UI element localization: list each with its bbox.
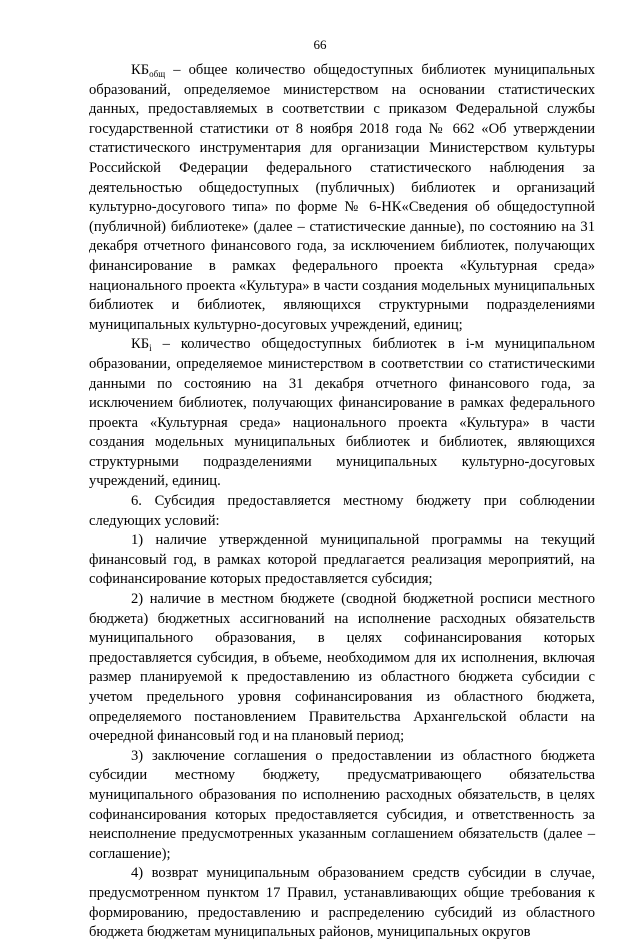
paragraph-condition-3: 3) заключение соглашения о предоставлении из областного бюджета субсидии местному бюджету, предусматривающего обязательства муниципального образования по исполнению расходных обязательств, в целях софинансирования которых предоставляется субсидия, и ответственность за неисполнение предусмотренных указанным соглашением обязательств (далее – соглашение);	[89, 747, 595, 862]
paragraph-condition-2: 2) наличие в местном бюджете (сводной бюджетной росписи местного бюджета) бюджетных ассигнований на исполнение расходных обязательств муниципального образования, в целях софинансирования которых предоставляется субсидия, в объеме, необходимом для их исполнения, включая размер планируемой к предоставлению из областного бюджета субсидии с учетом предельного уровня софинансирования из областного бюджета, определяемого постановлением Правительства Архангельской области на очередной финансовый год и на плановый период;	[89, 591, 595, 745]
body-text	[89, 61, 595, 943]
paragraph-kb-i: $КБ_i$ – количество общедоступных библиотек в i-м муниципальном образовании, определяемое министерством в соответствии со статистическими данными по состоянию на 31 декабря отчетного финансового года, за исключением библиотек, получающих финансирование в рамках федерального проекта «Культурная среда» национального проекта «Культура» в части создания модельных муниципальных библиотек и библиотек, являющихся структурными подразделениями муниципальных культурно-досуговых учреждений, единиц.	[89, 336, 595, 490]
page-number: 66	[313, 37, 327, 52]
symbol-kb-total: $КБ_{общ}$	[131, 62, 166, 79]
paragraph-condition-4: 4) возврат муниципальным образованием средств субсидии в случае, предусмотренном пунктом 17 Правил, устанавливающих общие требования к формированию, предоставлению и распределению субсидий из областного бюджета бюджетам муниципальных районов, муниципальных округов	[89, 865, 595, 941]
paragraph-condition-1: 1) наличие утвержденной муниципальной программы на текущий финансовый год, в рамках которой предлагается реализация мероприятий, на софинансирование которых предоставляется субсидия;	[89, 532, 595, 588]
symbol-kb-i: $КБ_i$	[131, 336, 152, 354]
paragraph-6-conditions: 6. Субсидия предоставляется местному бюджету при соблюдении следующих условий:	[89, 493, 595, 529]
paragraph-kb-total: $КБ_{общ}$ – общее количество общедоступных библиотек муниципальных образований, определяемое министерством на основании статистических данных, предоставляемых в соответствии с приказом Федеральной службы государственной статистики от 8 ноября 2018 года № 662 «Об утверждении статистического инструментария для организации Министерством культуры Российской Федерации федерального статистического наблюдения за деятельностью общедоступных (публичных) библиотек и организаций культурно-досугового типа» по форме № 6-НК«Сведения об общедоступной (публичной) библиотеке» (далее – статистические данные), по состоянию на 31 декабря отчетного финансового года, за исключением библиотек, получающих финансирование в рамках федерального проекта «Культурная среда» национального проекта «Культура» в части создания модельных муниципальных библиотек и библиотек, являющихся структурными подразделениями муниципальных культурно-досуговых учреждений, единиц;	[89, 62, 595, 333]
